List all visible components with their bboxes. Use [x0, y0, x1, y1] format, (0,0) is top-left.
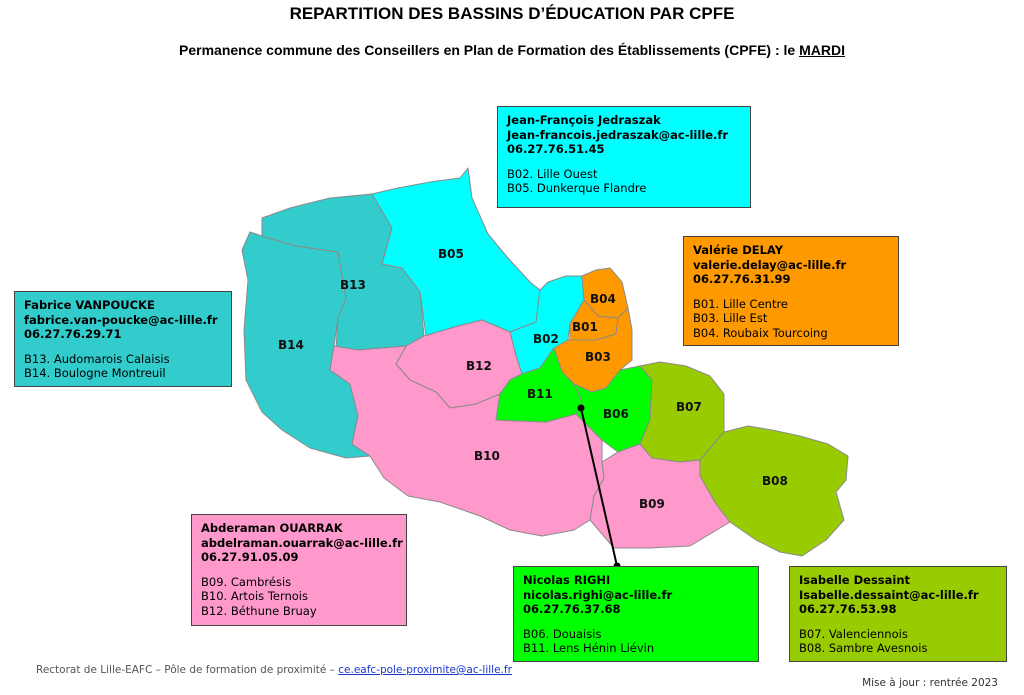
label-b10: B10: [474, 449, 500, 463]
label-b11: B11: [527, 387, 553, 401]
label-b02: B02: [533, 332, 559, 346]
label-b12: B12: [466, 359, 492, 373]
basin-item: B10. Artois Ternois: [201, 589, 308, 603]
label-b08: B08: [762, 474, 788, 488]
basin-item: B12. Béthune Bruay: [201, 603, 317, 618]
contact-phone: 06.27.76.53.98: [799, 602, 897, 616]
contact-box-jedraszak: [497, 106, 751, 208]
contact-email[interactable]: fabrice.van-poucke@ac-lille.fr: [24, 312, 218, 327]
contact-phone: 06.27.76.37.68: [523, 602, 621, 616]
basin-item: B06. Douaisis: [523, 626, 602, 641]
basin-item: B11. Lens Hénin Liévin: [523, 641, 655, 655]
footer-email-link[interactable]: ce.eafc-pole-proximite@ac-lille.fr: [338, 664, 512, 676]
label-b03: B03: [585, 350, 611, 364]
contact-email[interactable]: Jean-francois.jedraszak@ac-lille.fr: [507, 127, 729, 142]
subtitle-day: MARDI: [799, 42, 845, 58]
label-b13: B13: [340, 278, 366, 292]
label-b06: B06: [603, 407, 629, 421]
basin-item: B05. Dunkerque Flandre: [507, 181, 647, 195]
basin-item: B14. Boulogne Montreuil: [24, 366, 166, 380]
contact-phone: 06.27.91.05.09: [201, 550, 299, 564]
basin-item: B04. Roubaix Tourcoing: [693, 325, 828, 340]
contact-box-ouarrak: [191, 514, 407, 626]
contact-phone: 06.27.76.51.45: [507, 142, 605, 156]
page-title: REPARTITION DES BASSINS D’ÉDUCATION PAR CPFE: [289, 4, 735, 23]
basin-item: B13. Audomarois Calaisis: [24, 351, 170, 366]
footer-update: Mise à jour : rentrée 2023: [862, 677, 998, 689]
contact-name: Abderaman OUARRAK: [201, 521, 343, 535]
label-b01: B01: [572, 320, 598, 334]
contact-email[interactable]: nicolas.righi@ac-lille.fr: [523, 587, 673, 602]
connector-dot-top: [578, 405, 585, 412]
footer-credits: [36, 664, 512, 676]
basin-item: B08. Sambre Avesnois: [799, 641, 928, 655]
contact-name: Jean-François Jedraszak: [507, 113, 661, 127]
contact-box-righi: [513, 566, 759, 662]
contact-name: Nicolas RIGHI: [523, 573, 611, 587]
contact-name: Fabrice VANPOUCKE: [24, 298, 155, 312]
label-b04: B04: [590, 292, 616, 306]
label-b09: B09: [639, 497, 665, 511]
basin-item: B03. Lille Est: [693, 311, 768, 325]
subtitle-text: Permanence commune des Conseillers en Plan de Formation des Établissements (CPFE) : le: [179, 42, 800, 58]
label-b05: B05: [438, 247, 464, 261]
contact-box-delay: [683, 236, 899, 346]
contact-email[interactable]: Isabelle.dessaint@ac-lille.fr: [799, 587, 979, 602]
footer-text: Rectorat de Lille-EAFC – Pôle de formation de proximité –: [36, 664, 339, 676]
label-b14: B14: [278, 338, 304, 352]
contact-name: Isabelle Dessaint: [799, 573, 911, 587]
contact-phone: 06.27.76.31.99: [693, 272, 791, 286]
basin-item: B01. Lille Centre: [693, 296, 789, 311]
contact-phone: 06.27.76.29.71: [24, 327, 122, 341]
contact-email[interactable]: abdelraman.ouarrak@ac-lille.fr: [201, 535, 403, 550]
contact-box-dessaint: [789, 566, 1007, 662]
basin-item: B02. Lille Ouest: [507, 166, 598, 181]
label-b07: B07: [676, 400, 702, 414]
region-b08[interactable]: [700, 426, 848, 556]
basin-item: B09. Cambrésis: [201, 574, 292, 589]
contact-box-vanpoucke: [14, 291, 232, 387]
basin-item: B07. Valenciennois: [799, 626, 908, 641]
contact-name: Valérie DELAY: [693, 243, 784, 257]
contact-email[interactable]: valerie.delay@ac-lille.fr: [693, 257, 847, 272]
